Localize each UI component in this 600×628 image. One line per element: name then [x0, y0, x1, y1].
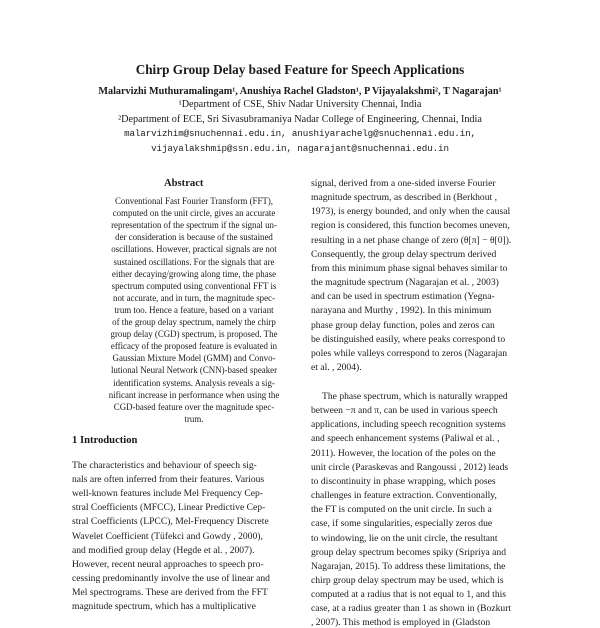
right-column-line: narayana and Murthy , 1992). In this minimum: [311, 305, 492, 317]
right-column-line: poles while valleys correspond to zeros (Nagarajan: [311, 347, 508, 359]
right-column-line: 2011). However, the location of the poles on the: [311, 447, 496, 459]
abstract-line: of the group delay spectrum, namely the chirp: [112, 317, 276, 327]
abstract-line: oscillations. However, practical signals are not: [111, 244, 277, 255]
introduction-heading: 1 Introduction: [72, 435, 138, 446]
abstract-line: spectrum computed using conventional FFT is: [111, 280, 277, 291]
introduction-line: Mel spectrograms. These are derived from the FFT: [72, 586, 268, 598]
abstract-line: trum too. Hence a feature, based on a variant: [114, 304, 274, 315]
introduction-line: Wavelet Coefficient (Tüfekci and Gowdy , 2000),: [72, 530, 263, 542]
right-column-line: The phase spectrum, which is naturally wrapped: [322, 391, 508, 402]
introduction-line: cessing predominantly involve the use of linear and: [72, 572, 270, 584]
abstract-line: efficacy of the proposed feature is evaluated in: [110, 341, 278, 352]
right-column-line: signal, derived from a one-sided inverse Fourier: [311, 178, 496, 189]
abstract-line: Conventional Fast Fourier Transform (FFT),: [114, 196, 274, 206]
affiliation-1: ¹Department of CSE, Shiv Nadar University Chennai, India: [178, 99, 422, 110]
abstract-line: Gaussian Mixture Model (GMM) and Convo-: [112, 353, 276, 364]
email-line-2: vijayalakshmip@ssn.edu.in, nagarajant@snuchennai.edu.in: [151, 143, 449, 154]
right-column-line: , 2007). This method is employed in (Gladston: [311, 617, 491, 628]
abstract-line: CGD-based feature over the magnitude spec-: [113, 401, 275, 412]
abstract-heading: Abstract: [164, 178, 204, 189]
right-column-line: between −π and π, can be used in various speech: [311, 405, 498, 417]
abstract-line: either decaying/growing along time, the phase: [111, 268, 277, 279]
right-column-line: and speech enhancement systems (Paliwal et al. ,: [311, 433, 500, 445]
affiliation-2: ²Department of ECE, Sri Sivasubramaniya Nadar College of Engineering, Chennai, India: [118, 114, 482, 125]
right-column-line: the magnitude spectrum (Nagarajan et al. , 2003): [311, 277, 499, 289]
right-column-line: phase group delay function, poles and zeros can: [311, 319, 495, 331]
right-column-line: group delay spectrum becomes spiky (Sripriya and: [311, 546, 507, 558]
abstract-line: nificant increase in performance when using the: [108, 389, 280, 400]
right-column-line: chirp group delay spectrum may be used, which is: [311, 574, 504, 586]
right-column-line: 1973), is energy bounded, and only when the causal: [311, 206, 511, 218]
abstract-line: not accurate, and in turn, the magnitude spec-: [113, 292, 275, 303]
abstract-line: sustained oscillations. For the signals that are: [113, 256, 275, 267]
abstract-line: identification systems. Analysis reveals a sig-: [113, 377, 275, 388]
right-column-line: and can be used in spectrum estimation (Yegna-: [311, 291, 495, 303]
right-column-line: to discontinuity in phase wrapping, which poses: [311, 475, 496, 487]
right-column-line: the FT is computed on the unit circle. In such a: [311, 504, 492, 516]
introduction-line: magnitude spectrum, which has a multiplicative: [72, 601, 256, 612]
right-column-line: Consequently, the group delay spectrum derived: [311, 248, 497, 260]
right-column-line: unit circle (Paraskevas and Rangoussi , 2012) leads: [311, 461, 509, 473]
right-column-line: et al. , 2004).: [311, 361, 362, 373]
paper-title: Chirp Group Delay based Feature for Speech Applications: [135, 62, 465, 77]
right-column-line: magnitude spectrum, as described in (Berkhout ,: [311, 192, 497, 204]
abstract-line: der consideration is because of the sustained: [115, 232, 273, 243]
right-column-line: Nagarajan, 2015). To address these limitations, the: [311, 560, 506, 572]
right-column-line: challenges in feature extraction. Conventionally,: [311, 490, 497, 502]
introduction-line: well-known features include Mel Frequency Cep-: [72, 488, 264, 500]
introduction-line: stral Coefficients (MFCC), Linear Predictive Cep-: [72, 502, 266, 514]
right-column-line: resulting in a net phase change of zero (θ[π] − θ[0]).: [311, 234, 512, 246]
right-column-line: case, if some singularities, especially zeros due: [311, 518, 493, 530]
abstract-line: representation of the spectrum if the signal un-: [111, 220, 277, 231]
introduction-line: and modified group delay (Hegde et al. , 2007).: [72, 544, 255, 556]
introduction-line: nals are often inferred from their features. Various: [72, 474, 265, 486]
right-column-line: computed at a radius that is not equal to 1, and this: [311, 589, 507, 601]
abstract-line: computed on the unit circle, gives an accurate: [112, 208, 276, 219]
right-column-line: from this minimum phase signal behaves similar to: [311, 262, 508, 274]
abstract-line: trum.: [184, 413, 204, 424]
introduction-line: stral Coefficients (LPCC), Mel-Frequency Discrete: [72, 516, 269, 528]
right-column-line: to windowing, lie on the unit circle, the resultant: [311, 532, 498, 544]
abstract-line: group delay (CGD) spectrum, is proposed. The: [110, 329, 278, 340]
author-list: Malarvizhi Muthuramalingam¹, Anushiya Rachel Gladston¹, P Vijayalakshmi², T Nagarajan¹: [98, 86, 502, 97]
right-column-line: region is considered, this function becomes uneven,: [311, 220, 510, 232]
right-column-line: be distinguished easily, where peaks correspond to: [311, 333, 506, 345]
abstract-line: lutional Neural Network (CNN)-based speaker: [110, 365, 278, 376]
introduction-line: However, recent neural approaches to speech pro-: [72, 558, 264, 570]
right-column-line: applications, including speech recognition systems: [311, 419, 506, 431]
right-column-line: case, at a radius greater than 1 as shown in (Bozkurt: [311, 603, 512, 615]
introduction-line: The characteristics and behaviour of speech sig-: [72, 460, 257, 471]
email-line-1: malarvizhim@snuchennai.edu.in, anushiyarachelg@snuchennai.edu.in,: [124, 128, 476, 139]
